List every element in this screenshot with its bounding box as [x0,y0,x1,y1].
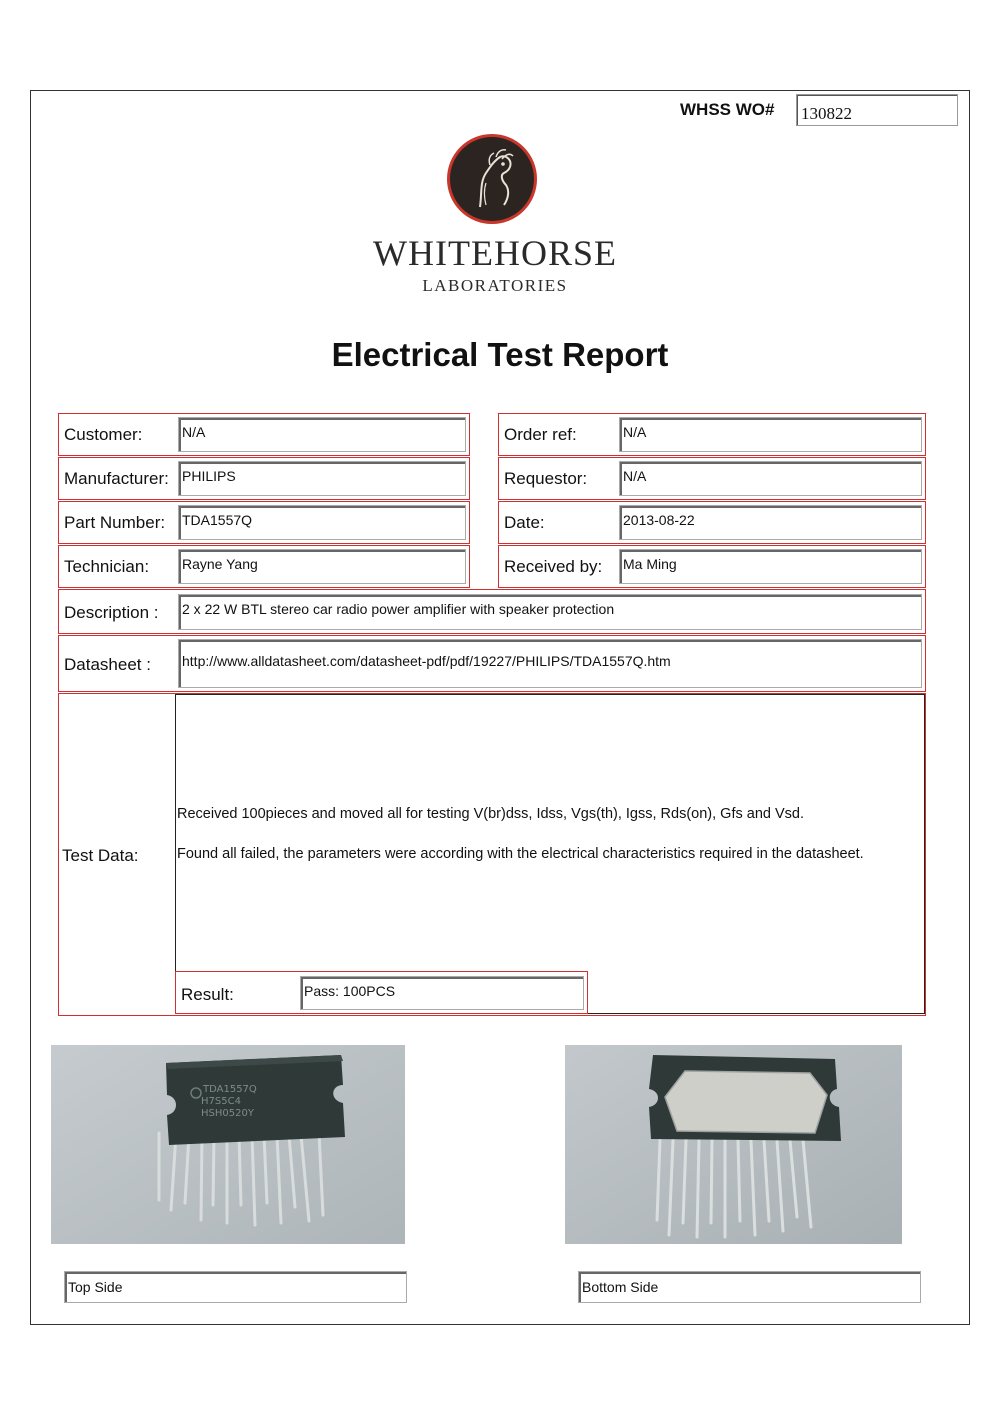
order-ref-label: Order ref: [504,425,577,444]
requestor-label: Requestor: [504,469,588,488]
received-by-label: Received by: [504,557,603,576]
work-order-field[interactable]: 130822 [796,94,958,126]
bottom-side-caption[interactable]: Bottom Side [578,1271,921,1303]
order-ref-field[interactable]: N/A [619,417,922,452]
date-field[interactable]: 2013-08-22 [619,505,922,540]
test-data-label: Test Data: [62,846,139,865]
top-side-caption[interactable]: Top Side [64,1271,407,1303]
result-label: Result: [181,985,234,1004]
brand-name: WHITEHORSE [373,233,617,273]
report-title: Electrical Test Report [331,336,669,373]
part-number-field[interactable]: TDA1557Q [178,505,466,540]
result-field[interactable]: Pass: 100PCS [300,976,584,1010]
test-data-line-1: Received 100pieces and moved all for testing V(br)dss, Idss, Vgs(th), Igss, Rds(on), Gfs and Vsd. [177,806,805,822]
part-number-label: Part Number: [64,513,166,532]
top-side-photo [51,1045,405,1244]
chip-marking-2: H7S5C4 [201,1096,241,1107]
description-label: Description : [64,603,159,622]
customer-field[interactable]: N/A [178,417,466,452]
chip-marking-1: TDA1557Q [203,1084,257,1095]
chip-marking-3: HSH0520Y [201,1108,254,1119]
bottom-side-photo [565,1045,902,1244]
description-field[interactable]: 2 x 22 W BTL stereo car radio power amplifier with speaker protection [178,594,922,630]
technician-field[interactable]: Rayne Yang [178,549,466,584]
datasheet-field[interactable]: http://www.alldatasheet.com/datasheet-pdf/pdf/19227/PHILIPS/TDA1557Q.htm [178,639,922,688]
brand-logo [325,130,665,320]
manufacturer-field[interactable]: PHILIPS [178,461,466,496]
received-by-field[interactable]: Ma Ming [619,549,922,584]
brand-subtitle: LABORATORIES [422,276,568,295]
manufacturer-label: Manufacturer: [64,469,169,488]
technician-label: Technician: [64,557,150,576]
test-data-line-2: Found all failed, the parameters were according with the electrical characteristics required in the datasheet. [177,846,864,862]
customer-label: Customer: [64,425,143,444]
date-label: Date: [504,513,545,532]
horse-logo-icon [447,134,537,224]
datasheet-label: Datasheet : [64,655,151,674]
work-order-label: WHSS WO# [680,100,775,119]
requestor-field[interactable]: N/A [619,461,922,496]
